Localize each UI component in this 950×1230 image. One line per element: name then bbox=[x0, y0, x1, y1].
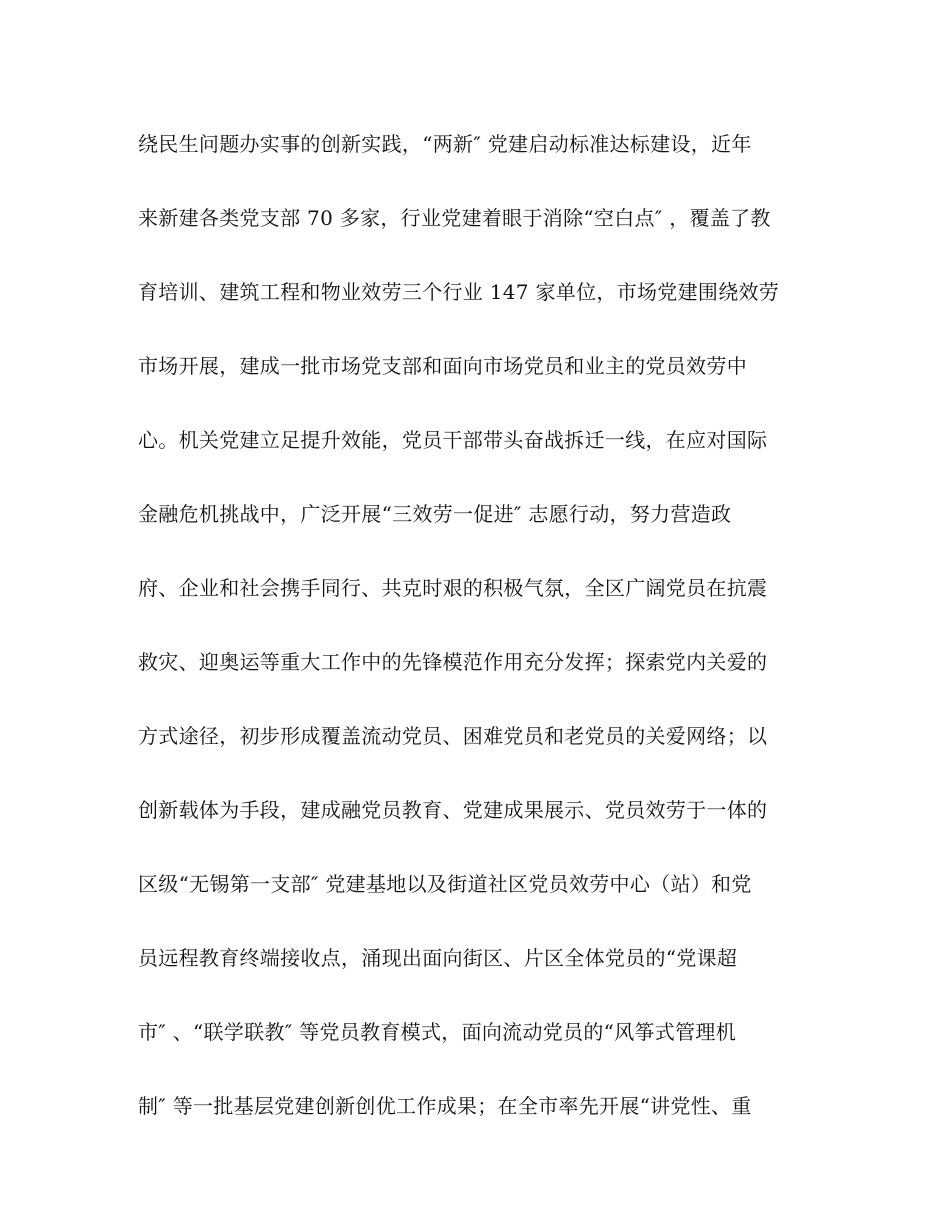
text-line-2: 来新建各类党支部 70 多家，行业党建着眼于消除“空白点″ ，覆盖了教 bbox=[138, 206, 771, 230]
text-line-4: 市场开展，建成一批市场党支部和面向市场党员和业主的党员效劳中 bbox=[138, 354, 747, 378]
text-line-14: 制″ 等一批基层党建创新创优工作成果；在全市率先开展“讲党性、重 bbox=[138, 1094, 752, 1118]
text-line-13: 市″ 、“联学联教″ 等党员教育模式，面向流动党员的“风筝式管理机 bbox=[138, 1020, 737, 1044]
text-line-3: 育培训、建筑工程和物业效劳三个行业 147 家单位，市场党建围绕效劳 bbox=[138, 280, 780, 304]
text-line-12: 员远程教育终端接收点，涌现出面向街区、片区全体党员的“党课超 bbox=[138, 946, 738, 970]
text-line-10: 创新载体为手段，建成融党员教育、党建成果展示、党员效劳于一体的 bbox=[138, 798, 768, 822]
text-line-5: 心。机关党建立足提升效能，党员干部带头奋战拆迁一线，在应对国际 bbox=[138, 428, 768, 452]
text-line-1: 绕民生问题办实事的创新实践，“两新″ 党建启动标准达标建设，近年 bbox=[138, 132, 752, 156]
text-line-9: 方式途径，初步形成覆盖流动党员、困难党员和老党员的关爱网络；以 bbox=[138, 724, 768, 748]
text-line-7: 府、企业和社会携手同行、共克时艰的积极气氛，全区广阔党员在抗震 bbox=[138, 576, 768, 600]
text-line-8: 救灾、迎奥运等重大工作中的先锋模范作用充分发挥；探索党内关爱的 bbox=[138, 650, 768, 674]
text-line-11: 区级“无锡第一支部″ 党建基地以及街道社区党员效劳中心（站）和党 bbox=[138, 872, 752, 896]
text-line-6: 金融危机挑战中，广泛开展“三效劳一促进″ 志愿行动，努力营造政 bbox=[138, 502, 732, 526]
